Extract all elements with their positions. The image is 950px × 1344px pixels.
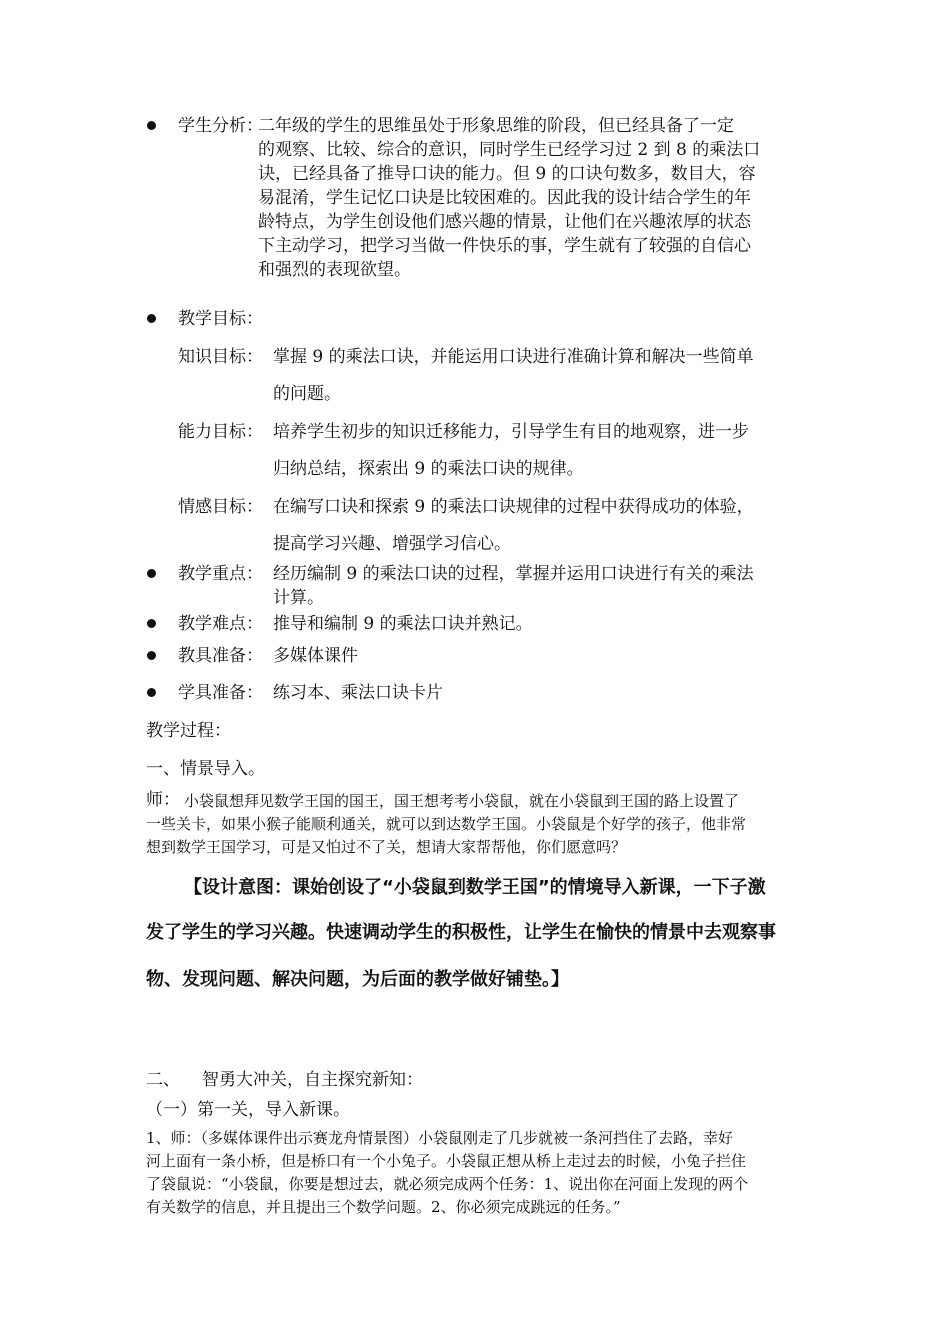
bullet-icon bbox=[147, 314, 156, 323]
student-analysis-line: 下主动学习，把学习当做一件快乐的事，学生就有了较强的自信心 bbox=[258, 236, 751, 256]
emotion-goal-line: 提高学习兴趣、增强学习信心。 bbox=[273, 534, 511, 554]
student-analysis-label: 学生分析： bbox=[178, 116, 263, 136]
bullet-icon bbox=[147, 569, 156, 578]
student-tools-label: 学具准备： bbox=[178, 683, 263, 703]
student-analysis-line: 易混淆，学生记忆口诀是比较困难的。因此我的设计结合学生的年 bbox=[258, 188, 751, 208]
teacher-speech-line: 一些关卡，如果小猴子能顺利通关，就可以到达数学王国。小袋鼠是个好学的孩子，他非常 bbox=[146, 815, 747, 833]
student-analysis-line: 的观察、比较、综合的意识，同时学生已经学习过 2 到 8 的乘法口 bbox=[258, 140, 761, 160]
item1-line: 有关数学的信息，并且提出三个数学问题。2、你必须完成跳远的任务。” bbox=[146, 1198, 621, 1216]
teacher-speech-line: 小袋鼠想拜见数学王国的国王，国王想考考小袋鼠，就在小袋鼠到王国的路上设置了 bbox=[184, 792, 740, 810]
section1-title: 一、情景导入。 bbox=[146, 759, 265, 779]
teacher-tools-text: 多媒体课件 bbox=[273, 646, 358, 666]
student-analysis-line: 二年级的学生的思维虽处于形象思维的阶段，但已经具备了一定 bbox=[258, 116, 734, 136]
key-point-line: 计算。 bbox=[273, 588, 324, 608]
ability-goal-label: 能力目标： bbox=[178, 422, 263, 442]
emotion-goal-label: 情感目标： bbox=[178, 497, 263, 517]
design-intent-line: 物、发现问题、解决问题，为后面的教学做好铺垫。】 bbox=[146, 969, 569, 990]
teacher-speech-prefix: 师： bbox=[146, 790, 180, 810]
bullet-icon bbox=[147, 651, 156, 660]
ability-goal-line: 培养学生初步的知识迁移能力，引导学生有目的地观察，进一步 bbox=[273, 422, 749, 442]
bullet-icon bbox=[147, 688, 156, 697]
difficulty-text: 推导和编制 9 的乘法口诀并熟记。 bbox=[273, 614, 533, 634]
process-title: 教学过程： bbox=[146, 721, 231, 741]
knowledge-goal-line: 的问题。 bbox=[273, 384, 341, 404]
goals-label: 教学目标： bbox=[178, 309, 263, 329]
student-analysis-line: 诀，已经具备了推导口诀的能力。但 9 的口诀句数多，数目大，容 bbox=[258, 164, 756, 184]
key-point-label: 教学重点： bbox=[178, 564, 263, 584]
student-tools-text: 练习本、乘法口诀卡片 bbox=[273, 683, 443, 703]
student-analysis-line: 龄特点，为学生创设他们感兴趣的情景，让他们在兴趣浓厚的状态 bbox=[258, 212, 751, 232]
item1-line: 了袋鼠说：“小袋鼠，你要是想过去，就必须完成两个任务：1、说出你在河面上发现的两个 bbox=[146, 1175, 749, 1193]
knowledge-goal-line: 掌握 9 的乘法口诀，并能运用口诀进行准确计算和解决一些简单 bbox=[273, 347, 754, 367]
difficulty-label: 教学难点： bbox=[178, 614, 263, 634]
ability-goal-line: 归纳总结，探索出 9 的乘法口诀的规律。 bbox=[273, 459, 584, 479]
bullet-icon bbox=[147, 121, 156, 130]
knowledge-goal-label: 知识目标： bbox=[178, 347, 263, 367]
item1-line: 1、师：（多媒体课件出示赛龙舟情景图）小袋鼠刚走了几步就被一条河挡住了去路，幸好 bbox=[146, 1129, 734, 1147]
section2-number: 二、 bbox=[146, 1070, 180, 1090]
bullet-icon bbox=[147, 619, 156, 628]
student-analysis-line: 和强烈的表现欲望。 bbox=[258, 260, 411, 280]
section2-title: 智勇大冲关，自主探究新知： bbox=[202, 1070, 423, 1090]
design-intent-line: 发了学生的学习兴趣。快速调动学生的积极性，让学生在愉快的情景中去观察事 bbox=[146, 922, 776, 943]
teacher-speech-line: 想到数学王国学习，可是又怕过不了关，想请大家帮帮他，你们愿意吗？ bbox=[146, 838, 627, 856]
teacher-tools-label: 教具准备： bbox=[178, 646, 263, 666]
emotion-goal-line: 在编写口诀和探索 9 的乘法口诀规律的过程中获得成功的体验， bbox=[273, 497, 754, 517]
key-point-line: 经历编制 9 的乘法口诀的过程，掌握并运用口诀进行有关的乘法 bbox=[273, 564, 754, 584]
item1-line: 河上面有一条小桥，但是桥口有一个小兔子。小袋鼠正想从桥上走过去的时候，小兔子拦住 bbox=[146, 1152, 747, 1170]
design-intent-line: 【设计意图：课始创设了“小袋鼠到数学王国”的情境导入新课，一下子激 bbox=[184, 877, 766, 898]
subsection1-title: （一）第一关，导入新课。 bbox=[146, 1100, 350, 1120]
